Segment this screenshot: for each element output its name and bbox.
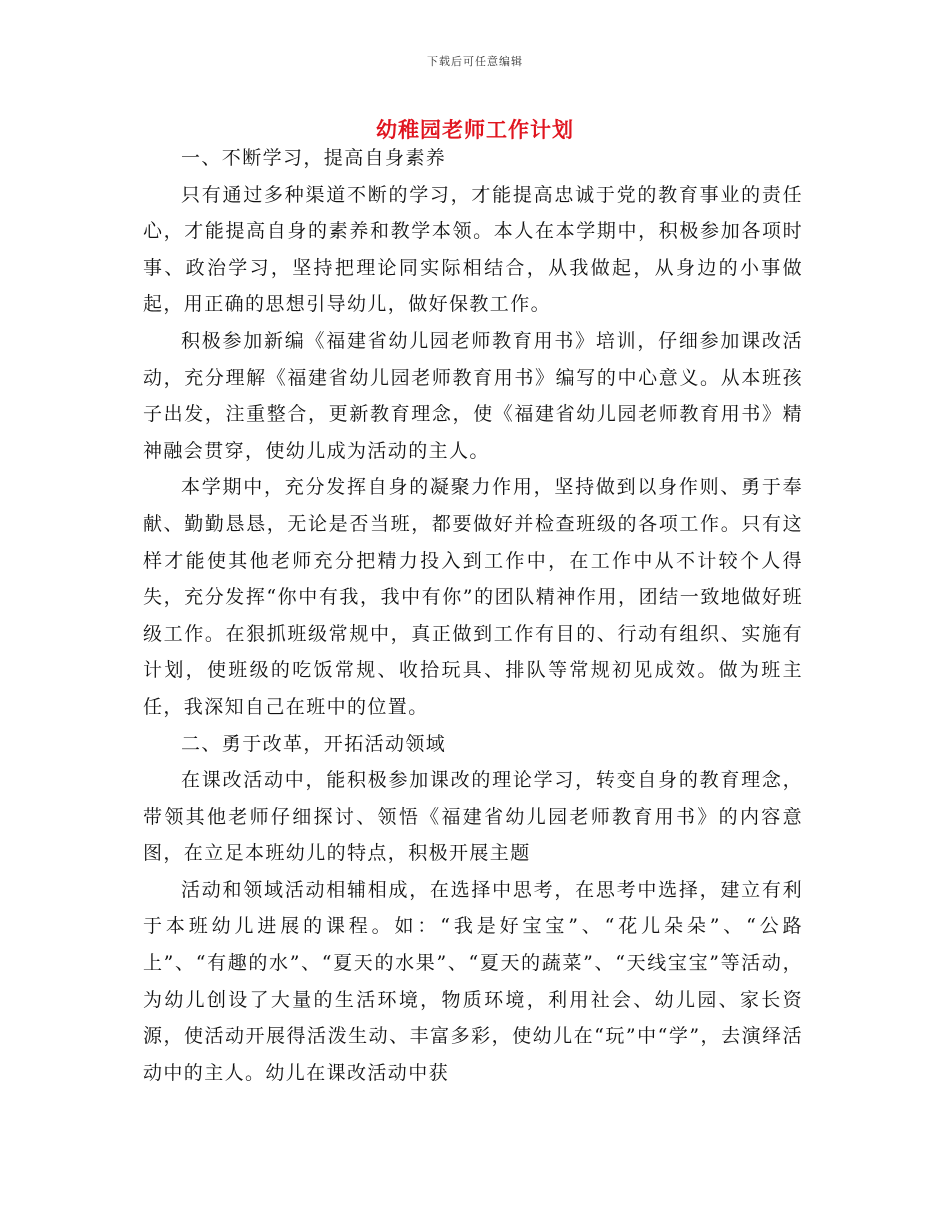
body-paragraph: 在课改活动中，能积极参加课改的理论学习，转变自身的教育理念，带领其他老师仔细探讨、领悟《福建省幼儿园老师教育用书》的内容意图，在立足本班幼儿的特点，积极开展主题: [143, 769, 803, 865]
body-paragraph: 只有通过多种渠道不断的学习，才能提高忠诚于党的教育事业的责任心，才能提高自身的素养和教学本领。本人在本学期中，积极参加各项时事、政治学习，坚持把理论同实际相结合，从我做起，从身边的小事做起，用正确的思想引导幼儿，做好保教工作。: [143, 183, 803, 316]
document-title: 幼稚园老师工作计划: [376, 117, 574, 142]
body-paragraph: 活动和领域活动相辅相成，在选择中思考，在思考中选择，建立有利于本班幼儿进展的课程。如：“我是好宝宝”、“花儿朵朵”、“公路上”、“有趣的水”、“夏天的水果”、“夏天的蔬菜”、“天线宝宝”等活动，为幼儿创设了大量的生活环境，物质环境，利用社会、幼儿园、家长资源，使活动开展得活泼生动、丰富多彩，使幼儿在“玩”中“学”，去演绎活动中的主人。幼儿在课改活动中获: [143, 878, 803, 1084]
body-paragraph: 本学期中，充分发挥自身的凝聚力作用，坚持做到以身作则、勇于奉献、勤勤恳恳，无论是否当班，都要做好并检查班级的各项工作。只有这样才能使其他老师充分把精力投入到工作中，在工作中从不计较个人得失，充分发挥“你中有我，我中有你”的团队精神作用，团结一致地做好班级工作。在狠抓班级常规中，真正做到工作有目的、行动有组织、实施有计划，使班级的吃饭常规、收拾玩具、排队等常规初见成效。做为班主任，我深知自己在班中的位置。: [143, 476, 803, 718]
document-body: [143, 140, 803, 1091]
body-paragraph: 积极参加新编《福建省幼儿园老师教育用书》培训，仔细参加课改活动，充分理解《福建省幼儿园老师教育用书》编写的中心意义。从本班孩子出发，注重整合，更新教育理念，使《福建省幼儿园老师教育用书》精神融会贯穿，使幼儿成为活动的主人。: [143, 329, 803, 462]
page-header-note: 下载后可任意编辑: [427, 55, 523, 68]
section-heading-2: 二、勇于改革，开拓活动领域: [181, 732, 447, 755]
section-heading-1: 一、不断学习，提高自身素养: [181, 147, 447, 169]
